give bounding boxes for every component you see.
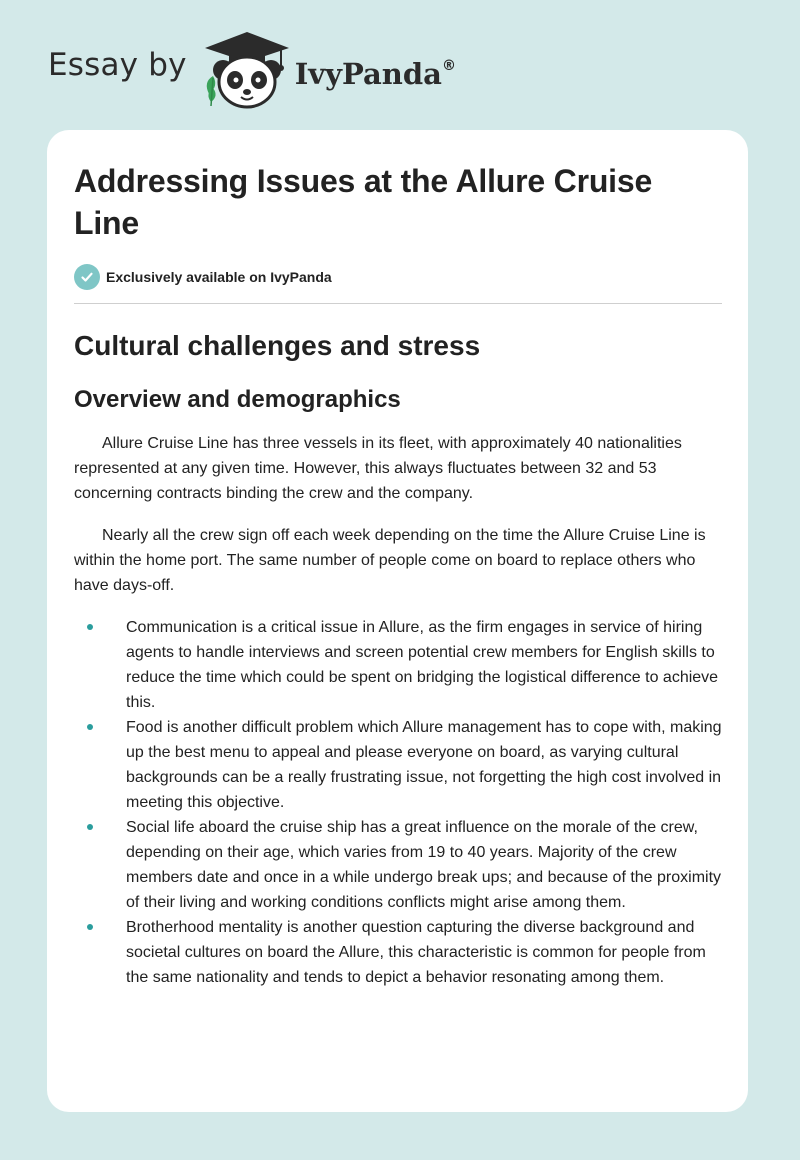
list-item-text: Brotherhood mentality is another question capturing the diverse background and societal cultures on board the Allure, this characteristic is common for people from the same nationality and tends to depict a behavior resonating among them.: [126, 919, 706, 986]
subsection-heading: Overview and demographics: [74, 386, 401, 413]
list-item: [126, 615, 722, 715]
paragraph: Nearly all the crew sign off each week depending on the time the Allure Cruise Line is within the home port. The same number of people come on board to replace others who have days-off.: [74, 527, 706, 594]
paragraph: Allure Cruise Line has three vessels in its fleet, with approximately 40 nationalities represented at any given time. However, this always fluctuates between 32 and 53 concerning contracts binding the crew and the company.: [74, 435, 682, 502]
article-title: Addressing Issues at the Allure Cruise Line: [74, 163, 653, 241]
brand-header[interactable]: [48, 30, 456, 110]
list-item-text: Communication is a critical issue in Allure, as the firm engages in service of hiring agents to handle interviews and screen potential crew members for English skills to reduce the time which could be spent on bridging the logistical difference to achieve this.: [126, 619, 719, 711]
bullet-list: [74, 615, 722, 990]
title-divider: [74, 303, 722, 304]
exclusive-badge: [74, 264, 722, 290]
list-item: [126, 915, 722, 990]
panda-graduate-icon: [201, 30, 293, 110]
section-heading: Cultural challenges and stress: [74, 330, 481, 361]
list-item: [126, 715, 722, 815]
article-card: [47, 130, 748, 1112]
list-item-text: Food is another difficult problem which Allure management has to cope with, making up the best menu to appeal and please everyone on board, as varying cultural backgrounds can be a really frustrating issue, not forgetting the high cost involved in meeting this objective.: [126, 719, 722, 811]
bullet-dot-icon: [87, 624, 93, 630]
list-item-text: Social life aboard the cruise ship has a great influence on the morale of the crew, depending on their age, which varies from 19 to 40 years. Majority of the crew members date and once in a while undergo break ups; and because of the proximity of their living and working conditions conflicts might arise among them.: [126, 819, 722, 911]
brand-name: IvyPanda®: [294, 57, 456, 91]
brand-prefix: Essay by: [48, 47, 187, 83]
check-circle-icon: [74, 264, 100, 290]
list-item: [126, 815, 722, 915]
bullet-dot-icon: [87, 824, 93, 830]
bullet-dot-icon: [87, 724, 93, 730]
exclusive-badge-label: Exclusively available on IvyPanda: [106, 269, 332, 285]
bullet-dot-icon: [87, 924, 93, 930]
